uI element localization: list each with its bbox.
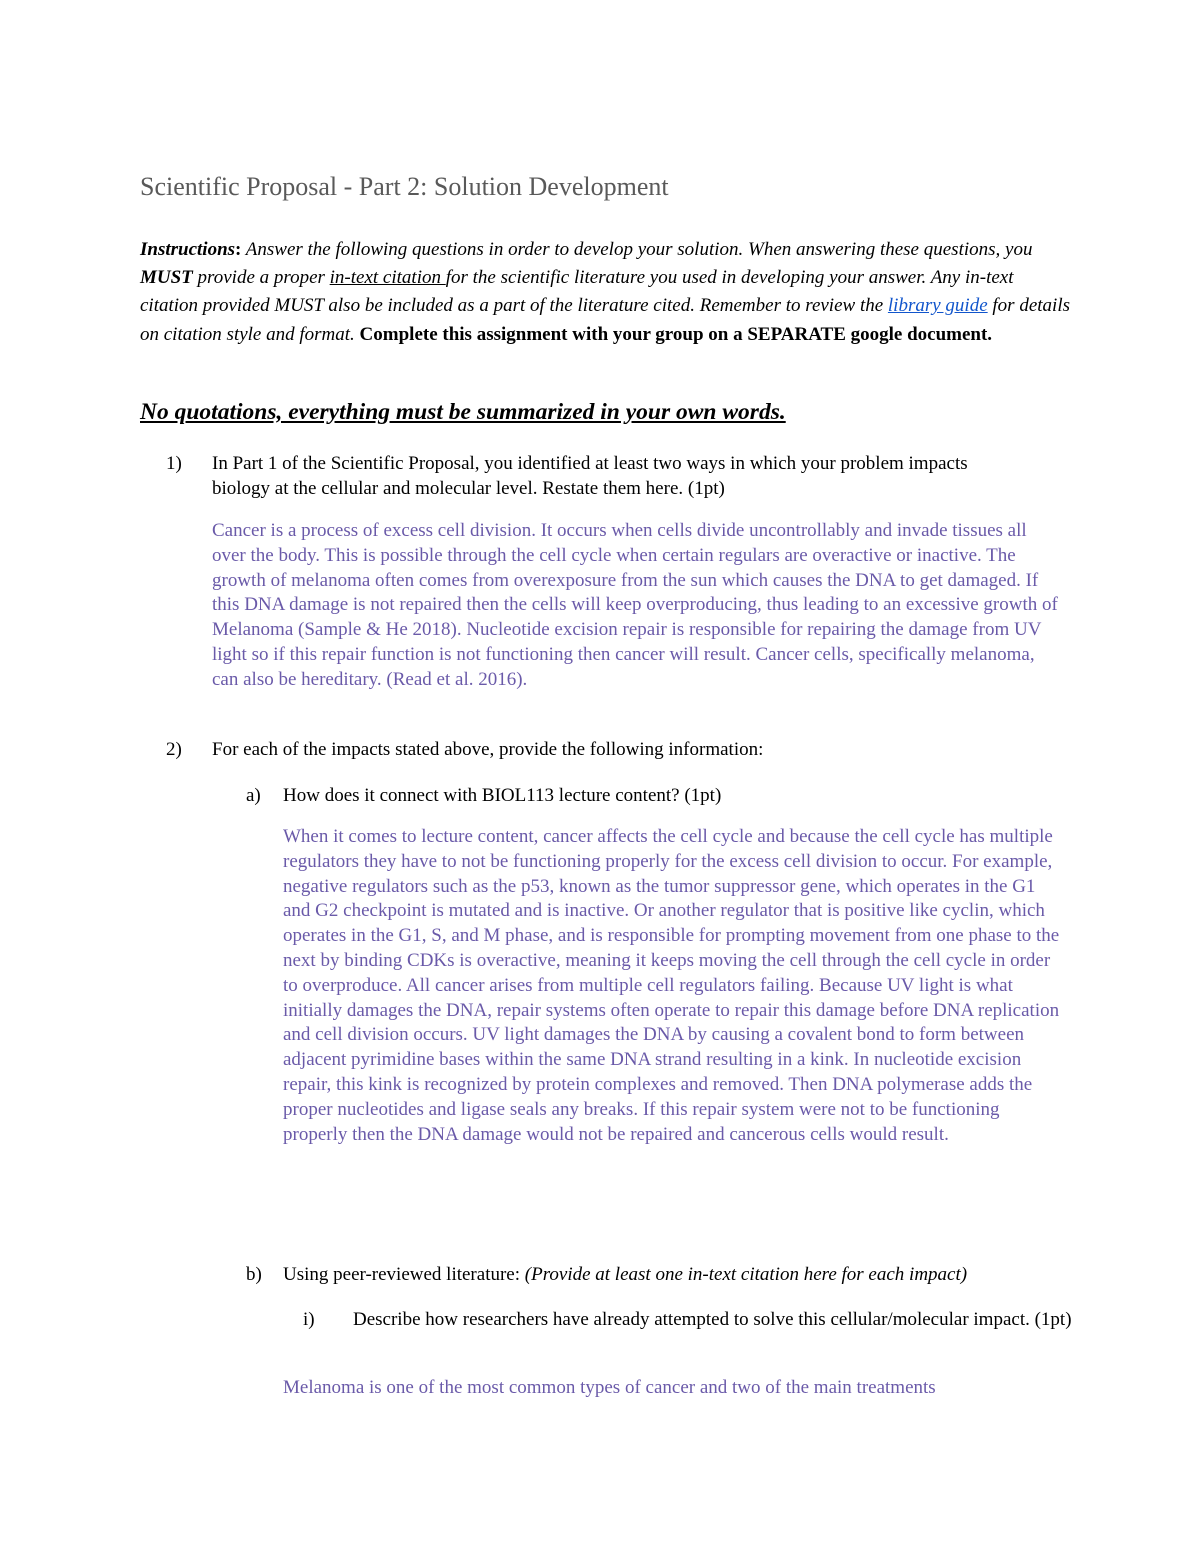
instructions-text-4: for details on citation style and format. — [140, 295, 1070, 345]
q2bi-numeral: i) — [303, 1309, 315, 1330]
instructions-text-2: provide a proper — [192, 267, 330, 289]
q2bi-text: Describe how researchers have already attempted to solve this cellular/molecular impact. (1pt) — [353, 1309, 1072, 1330]
library-guide-link[interactable]: library guide — [887, 295, 988, 317]
instructions-paragraph — [140, 236, 1070, 349]
page-title: Scientific Proposal - Part 2: Solution Development — [140, 172, 669, 201]
q1-number: 1) — [166, 453, 182, 474]
q2-text: For each of the impacts stated above, provide the following information: — [212, 739, 764, 760]
instructions-text-3: for the scientific literature you used in developing your answer. Any in-text citation provided MUST also be included as a part of the literature cited. Remember to review the — [140, 267, 1014, 317]
q2-number: 2) — [166, 739, 182, 760]
q2a-answer: When it comes to lecture content, cancer affects the cell cycle and because the cell cycle has multiple regulators they have to not be functioning properly for the excess cell division to occur. For example, negative regulators such as the p53, known as the tumor suppressor gene, which operates in the G1 and G2 checkpoint is mutated and is inactive. Or another regulator that is positive like cyclin, which operates in the G1, S, and M phase, and is responsible for prompting movement from one phase to the next by binding CDKs is overactive, meaning it keeps moving the cell through the cell cycle in order to overproduce. All cancer arises from multiple cell regulators failing. Because UV light is what initially damages the DNA, repair systems often operate to repair this damage before DNA replication and cell division occurs. UV light damages the DNA by causing a covalent bond to form between adjacent pyrimidine bases within the same DNA strand resulting in a kink. In nucleotide excision repair, this kink is recognized by protein complexes and removed. Then DNA polymerase adds the proper nucleotides and ligase seals any breaks. If this repair system were not to be functioning properly then the DNA damage would not be repaired and cancerous cells would result. — [283, 826, 1060, 1145]
q1-text: In Part 1 of the Scientific Proposal, you identified at least two ways in which your problem impacts biology at the cellular and molecular level. Restate them here. (1pt) — [212, 453, 968, 499]
no-quotations-warning: No quotations, everything must be summarized in your own words. — [140, 399, 786, 425]
q2a-text: How does it connect with BIOL113 lecture content? (1pt) — [283, 785, 722, 806]
q2b-prompt: Using peer-reviewed literature: — [283, 1264, 525, 1285]
in-text-citation-link[interactable]: in-text citation — [329, 267, 446, 289]
q2bi-answer: Melanoma is one of the most common types of cancer and two of the main treatments — [283, 1377, 936, 1398]
q1-answer: Cancer is a process of excess cell division. It occurs when cells divide uncontrollably and invade tissues all over the body. This is possible through the cell cycle when certain regulars are overactive or inactive. The growth of melanoma often comes from overexposure from the sun which causes the DNA to get damaged. If this DNA damage is not repaired then the cells will keep overproducing, thus leading to an excessive growth of Melanoma (Sample & He 2018). Nucleotide excision repair is responsible for repairing the damage from UV light so if this repair function is not functioning then cancer will result. Cancer cells, specifically melanoma, can also be hereditary. (Read et al. 2016). — [212, 520, 1058, 690]
instructions-label: Instructions — [140, 239, 236, 260]
q2b-text — [283, 1262, 1083, 1287]
must-emphasis: MUST — [140, 267, 193, 289]
q2b-citation-note: (Provide at least one in-text citation here for each impact) — [524, 1264, 968, 1285]
instructions-text-1: Answer the following questions in order to develop your solution. When answering these questions, you — [241, 239, 1033, 260]
q2a-letter: a) — [246, 785, 261, 806]
q2b-letter: b) — [246, 1264, 262, 1285]
instructions-colon: : — [235, 239, 242, 260]
separate-document-note: Complete this assignment with your group on a SEPARATE google document. — [354, 323, 993, 345]
